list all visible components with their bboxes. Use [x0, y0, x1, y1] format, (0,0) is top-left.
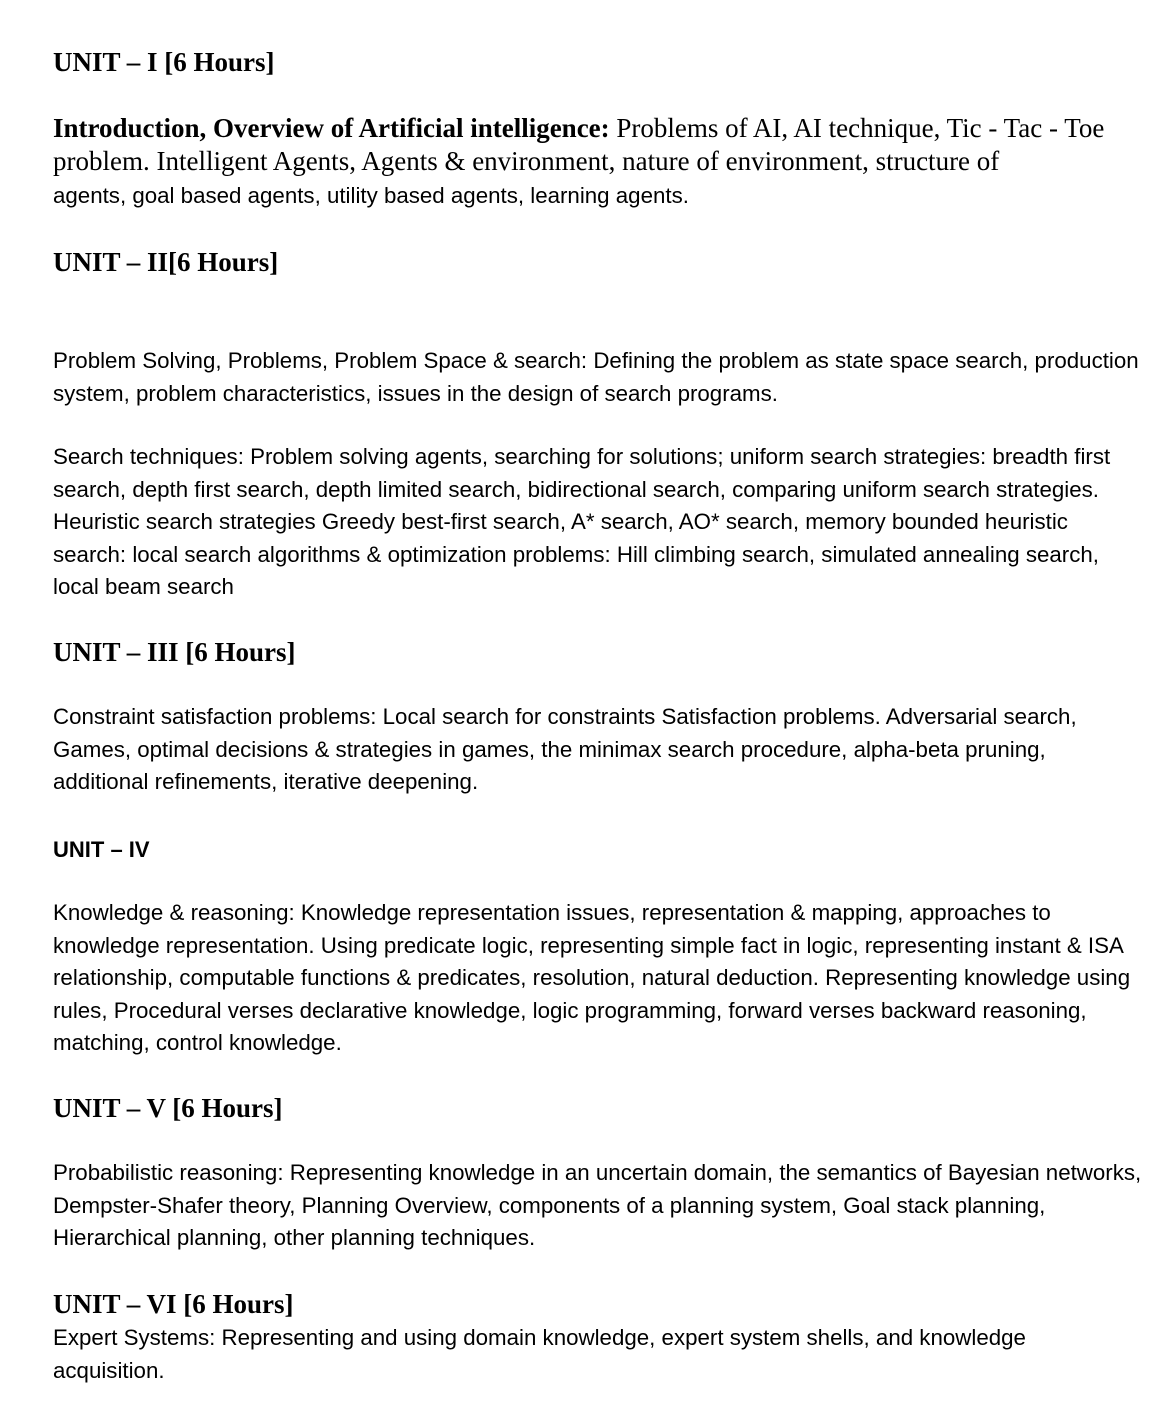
- unit-6-paragraph: Expert Systems: Representing and using domain knowledge, expert system shells, and knowledge acquisition.: [53, 1325, 1026, 1383]
- unit-2-heading: UNIT – II[6 Hours]: [53, 247, 279, 277]
- unit-6-heading: UNIT – VI [6 Hours]: [53, 1289, 294, 1319]
- unit-2-paragraph-2: Search techniques: Problem solving agents, searching for solutions; uniform search strategies: breadth first search, depth first search, depth limited search, bidirectional search, comparing uniform search strategies. Heuristic search strategies Greedy best-first search, A* search, AO* search, memory bounded heuristic search: local search algorithms & optimization problems: Hill climbing search, simulated annealing search, local beam search: [53, 444, 1111, 599]
- unit-3-paragraph: Constraint satisfaction problems: Local search for constraints Satisfaction problems. Adversarial search, Games, optimal decisions & strategies in games, the minimax search procedure, alpha-beta pruning, additional refinements, iterative deepening.: [53, 704, 1077, 794]
- unit-1-heading: UNIT – I [6 Hours]: [53, 47, 275, 77]
- unit-4-paragraph: Knowledge & reasoning: Knowledge representation issues, representation & mapping, approaches to knowledge representation. Using predicate logic, representing simple fact in logic, representing instant & ISA relationship, computable functions & predicates, resolution, natural deduction. Representing knowledge using rules, Procedural verses declarative knowledge, logic programming, forward verses backward reasoning, matching, control knowledge.: [53, 900, 1131, 1055]
- unit-4-heading: UNIT – IV: [53, 837, 150, 862]
- unit-2-paragraph-1: Problem Solving, Problems, Problem Space & search: Defining the problem as state space search, production system, problem characteristics, issues in the design of search programs.: [53, 348, 1139, 406]
- unit-1-lead: Introduction, Overview of Artificial intelligence:: [53, 113, 610, 143]
- unit-5-paragraph: Probabilistic reasoning: Representing knowledge in an uncertain domain, the semantics of Bayesian networks, Dempster-Shafer theory, Planning Overview, components of a planning system, Goal stack planning, Hierarchical planning, other planning techniques.: [53, 1160, 1142, 1250]
- unit-3-heading: UNIT – III [6 Hours]: [53, 637, 296, 667]
- unit-5-heading: UNIT – V [6 Hours]: [53, 1093, 283, 1123]
- unit-1-tail: agents, goal based agents, utility based agents, learning agents.: [53, 183, 689, 208]
- unit-1-body: Problems of AI, AI technique, Tic - Tac - Toe problem. Intelligent Agents, Agents & environment, nature of environment, structure of: [53, 113, 1105, 176]
- unit-1-paragraph: [53, 112, 1143, 178]
